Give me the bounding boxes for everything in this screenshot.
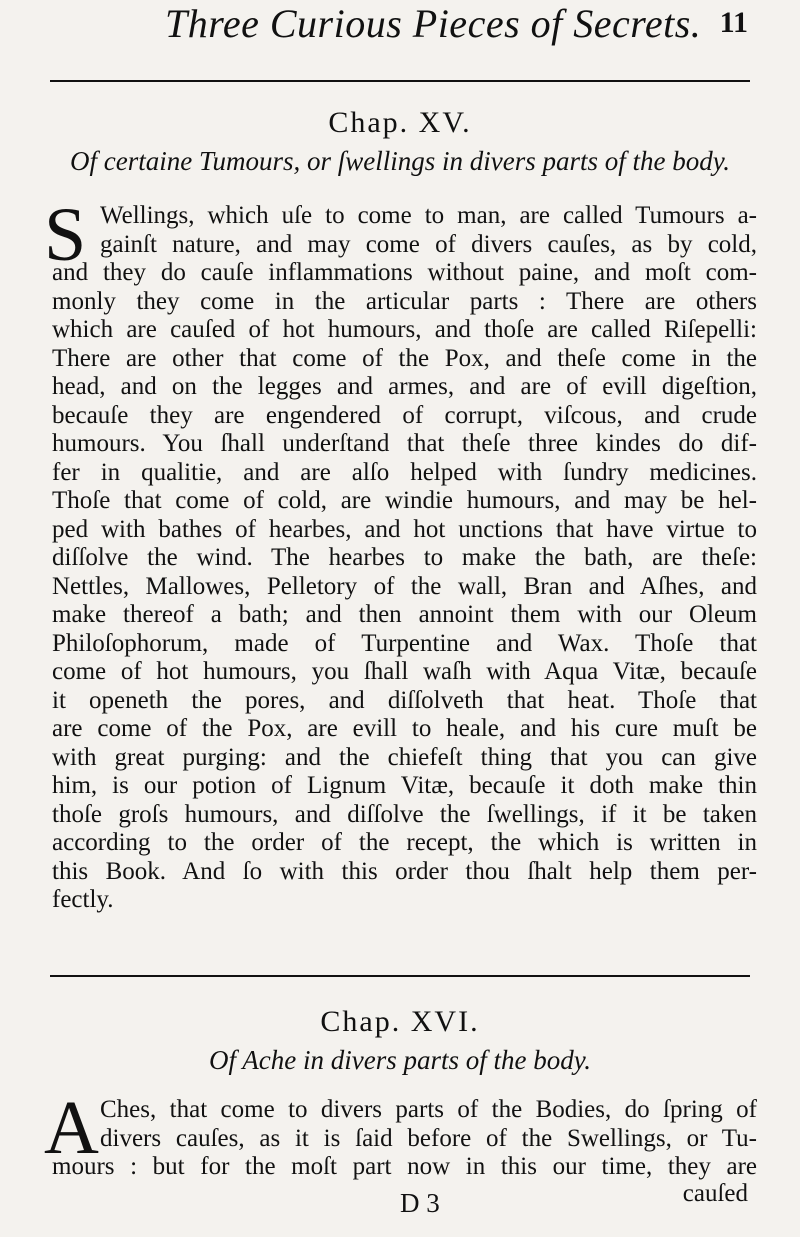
- running-header: [0, 0, 800, 50]
- section-rule: [50, 975, 750, 977]
- text-line: head, and on the legges and armes, and are of evill digeſtion,: [52, 373, 757, 400]
- text-line: ped with bathes of hearbes, and hot unctions that have virtue to: [52, 515, 757, 543]
- text-line: this Book. And ſo with this order thou ſhalt help them per-: [52, 857, 757, 885]
- chapter-16-heading: Chap. XVI.: [320, 1005, 480, 1038]
- page-number: 11: [719, 6, 748, 39]
- text-line: are come of the Pox, are evill to heale, and his cure muſt be: [52, 715, 757, 742]
- text-line: gainſt nature, and may come of divers cauſes, as by cold,: [100, 230, 757, 258]
- text-line: Wellings, which uſe to come to man, are called Tumours a-: [100, 202, 757, 229]
- text-line: according to the order of the recept, the which is written in: [52, 829, 757, 856]
- header-rule: [50, 80, 750, 82]
- text-line: fer in qualitie, and are alſo helped with ſundry medicines.: [52, 458, 757, 486]
- signature-mark: D 3: [400, 1188, 440, 1218]
- text-line: with great purging: and the chiefeſt thing that you can give: [52, 743, 757, 771]
- chapter-15-subtitle: Of certaine Tumours, or ſwellings in divers parts of the body.: [70, 146, 730, 176]
- text-line: thoſe groſs humours, and diſſolve the ſwellings, if it be taken: [52, 800, 757, 828]
- running-title: Three Curious Pieces of Secrets.: [165, 1, 702, 46]
- text-line: which are cauſed of hot humours, and thoſe are called Riſepelli:: [52, 316, 757, 343]
- chapter-16-subtitle: Of Ache in divers parts of the body.: [209, 1045, 591, 1075]
- text-line: make thereof a bath; and then annoint them with our Oleum: [52, 601, 757, 628]
- chapter-15-body: [52, 202, 757, 915]
- chapter-15-heading: Chap. XV.: [328, 106, 472, 139]
- text-line: fectly.: [52, 886, 114, 913]
- text-line: come of hot humours, you ſhall waſh with Aqua Vitæ, becauſe: [52, 658, 757, 685]
- text-line: him, is our potion of Lignum Vitæ, becauſe it doth make thin: [52, 772, 757, 799]
- text-line: Ches, that come to divers parts of the Bodies, do ſpring of: [100, 1096, 757, 1123]
- text-line: monly they come in the articular parts : There are others: [52, 287, 757, 315]
- text-line: and they do cauſe inflammations without paine, and moſt com-: [52, 259, 757, 286]
- chapter-16-dropcap: A: [44, 1086, 99, 1170]
- text-line: diſſolve the wind. The hearbes to make the bath, are theſe:: [52, 544, 757, 571]
- chapter-15-dropcap: S: [44, 193, 87, 277]
- text-line: divers cauſes, as it is ſaid before of the Swellings, or Tu-: [100, 1124, 757, 1152]
- text-line: Thoſe that come of cold, are windie humours, and may be hel-: [52, 487, 757, 514]
- text-line: There are other that come of the Pox, and theſe come in the: [52, 344, 757, 372]
- text-line: Nettles, Mallowes, Pelletory of the wall, Bran and Aſhes, and: [52, 572, 757, 600]
- text-line: Philoſophorum, made of Turpentine and Wax. Thoſe that: [52, 629, 757, 657]
- chapter-16-body: [52, 1096, 757, 1182]
- text-line: becauſe they are engendered of corrupt, viſcous, and crude: [52, 401, 757, 429]
- text-line: it openeth the pores, and diſſolveth that heat. Thoſe that: [52, 686, 757, 714]
- catchword: cauſed: [682, 1180, 748, 1207]
- text-line: mours : but for the moſt part now in this our time, they are: [52, 1153, 757, 1180]
- text-line: humours. You ſhall underſtand that theſe three kindes do dif-: [52, 430, 757, 457]
